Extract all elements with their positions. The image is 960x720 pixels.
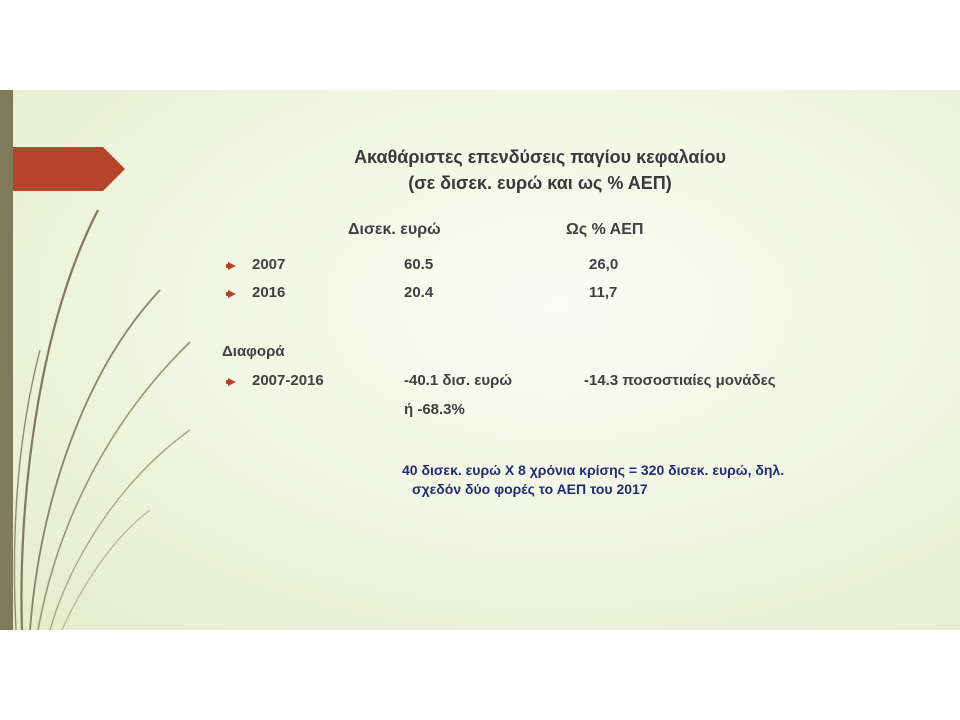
difference-label: Διαφορά	[222, 343, 285, 360]
row-2016-year: 2016	[252, 284, 286, 301]
leaf-stroke-1	[21, 210, 98, 630]
row-2016-percent: 11,7	[589, 284, 618, 301]
title-line-2: (σε δισεκ. ευρώ και ως % ΑΕΠ)	[408, 173, 672, 193]
bullet-arrow-icon	[228, 290, 236, 298]
crisis-note	[402, 461, 784, 499]
slide-title	[300, 144, 780, 196]
row-2007-billion: 60.5	[404, 256, 434, 273]
leaf-stroke-3	[38, 342, 190, 630]
leaf-stroke-6	[62, 510, 150, 630]
note-line-2: σχεδόν δύο φορές το ΑΕΠ του 2017	[412, 481, 648, 497]
row-2007-year: 2007	[252, 256, 286, 273]
difference-percent-change: ή -68.3%	[404, 401, 465, 418]
slide	[0, 90, 960, 630]
difference-percent-points: -14.3 ποσοστιαίες μονάδες	[584, 372, 776, 389]
note-line-1: 40 δισεκ. ευρώ Χ 8 χρόνια κρίσης = 320 δισεκ. ευρώ, δηλ.	[402, 462, 785, 478]
row-2007-percent: 26,0	[589, 256, 619, 273]
arrow-shape	[13, 147, 125, 191]
row-2016-billion: 20.4	[404, 284, 434, 301]
leaf-stroke-4	[50, 430, 190, 630]
header-gdp-percent: Ως % ΑΕΠ	[566, 221, 644, 238]
title-line-1: Ακαθάριστες επενδύσεις παγίου κεφαλαίου	[354, 147, 726, 167]
difference-billion: -40.1 δισ. ευρώ	[404, 372, 513, 389]
bullet-arrow-icon	[228, 378, 236, 386]
difference-period: 2007-2016	[252, 372, 324, 389]
bullet-arrow-icon	[228, 262, 236, 270]
header-billion-euro: Δισεκ. ευρώ	[348, 221, 441, 238]
